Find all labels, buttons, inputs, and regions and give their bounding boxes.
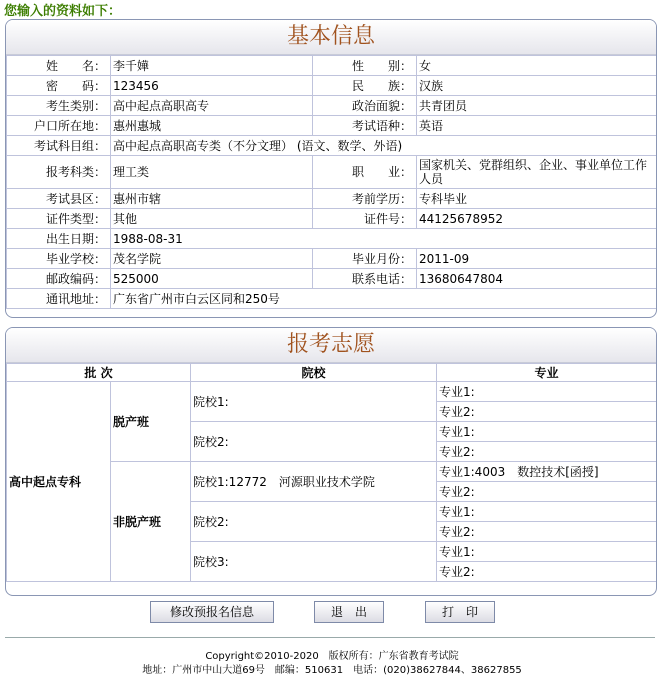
school-value: 茂名学院 [111, 249, 313, 269]
volunteer-table [6, 363, 657, 582]
school-label: 毕业学校： [7, 249, 111, 269]
basic-info-heading: 基本信息 [6, 20, 656, 55]
modify-button[interactable]: 修改预报名信息 [150, 601, 274, 623]
hukou-label: 户口所在地： [7, 116, 111, 136]
school-header: 院校 [191, 364, 437, 382]
category-value: 高中起点高职高专 [111, 96, 313, 116]
subject-group-value: 高中起点高职高专类（不分文理） (语文、数学、外语) [111, 136, 657, 156]
political-label: 政治面貌： [313, 96, 417, 116]
page-title: 您输入的资料如下： [4, 4, 122, 19]
name-value: 李千嬅 [111, 56, 313, 76]
major-slot: 专业1: [437, 382, 657, 402]
grad-month-label: 毕业月份： [313, 249, 417, 269]
batch-name: 高中起点专科 [7, 382, 111, 582]
political-value: 共青团员 [417, 96, 657, 116]
address-label: 通讯地址： [7, 289, 111, 309]
major-slot: 专业1: [437, 502, 657, 522]
name-label: 姓 名： [7, 56, 111, 76]
school-slot: 院校1:12772 河源职业技术学院 [191, 462, 437, 502]
phone-label: 联系电话： [313, 269, 417, 289]
group-part-time: 非脱产班 [111, 462, 191, 582]
major-slot: 专业2: [437, 522, 657, 542]
gender-value: 女 [417, 56, 657, 76]
major-slot: 专业2: [437, 482, 657, 502]
subject-group-label: 考试科目组： [7, 136, 111, 156]
education-value: 专科毕业 [417, 189, 657, 209]
group-full-time: 脱产班 [111, 382, 191, 462]
password-label: 密 码： [7, 76, 111, 96]
birth-label: 出生日期： [7, 229, 111, 249]
basic-info-table [6, 55, 657, 309]
major-slot: 专业2: [437, 562, 657, 582]
address-value: 广东省广州市白云区同和250号 [111, 289, 657, 309]
county-value: 惠州市辖 [111, 189, 313, 209]
basic-info-panel [5, 19, 657, 318]
postcode-value: 525000 [111, 269, 313, 289]
password-value: 123456 [111, 76, 313, 96]
copyright-text: Copyright©2010-2020 版权所有：广东省教育考试院 [205, 651, 459, 662]
language-label: 考试语种： [313, 116, 417, 136]
batch-header: 批 次 [7, 364, 191, 382]
volunteer-heading: 报考志愿 [6, 328, 656, 363]
occupation-label: 职 业： [313, 156, 417, 189]
major-slot: 专业1: [437, 542, 657, 562]
major-slot: 专业1: [437, 422, 657, 442]
occupation-value: 国家机关、党群组织、企业、事业单位工作人员 [417, 156, 657, 189]
language-value: 英语 [417, 116, 657, 136]
county-label: 考试县区： [7, 189, 111, 209]
footer-divider [5, 637, 655, 638]
exit-button[interactable]: 退 出 [314, 601, 384, 623]
phone-value: 13680647804 [417, 269, 657, 289]
school-slot: 院校1: [191, 382, 437, 422]
grad-month-value: 2011-09 [417, 249, 657, 269]
id-number-label: 证件号： [313, 209, 417, 229]
major-header: 专业 [437, 364, 657, 382]
print-button[interactable]: 打 印 [425, 601, 495, 623]
gender-label: 性 别： [313, 56, 417, 76]
ethnicity-value: 汉族 [417, 76, 657, 96]
exam-type-label: 报考科类： [7, 156, 111, 189]
major-slot: 专业2: [437, 442, 657, 462]
major-slot: 专业1:4003 数控技术[函授] [437, 462, 657, 482]
id-type-value: 其他 [111, 209, 313, 229]
postcode-label: 邮政编码： [7, 269, 111, 289]
school-slot: 院校2: [191, 502, 437, 542]
major-slot: 专业2: [437, 402, 657, 422]
school-slot: 院校2: [191, 422, 437, 462]
exam-type-value: 理工类 [111, 156, 313, 189]
hukou-value: 惠州惠城 [111, 116, 313, 136]
category-label: 考生类别： [7, 96, 111, 116]
education-label: 考前学历： [313, 189, 417, 209]
id-type-label: 证件类型： [7, 209, 111, 229]
school-slot: 院校3: [191, 542, 437, 582]
birth-value: 1988-08-31 [111, 229, 657, 249]
ethnicity-label: 民 族： [313, 76, 417, 96]
address-text: 地址：广州市中山大道69号 邮编：510631 电话：(020)38627844、38627855 [142, 665, 522, 676]
id-number-value: 44125678952 [417, 209, 657, 229]
volunteer-panel [5, 327, 657, 596]
